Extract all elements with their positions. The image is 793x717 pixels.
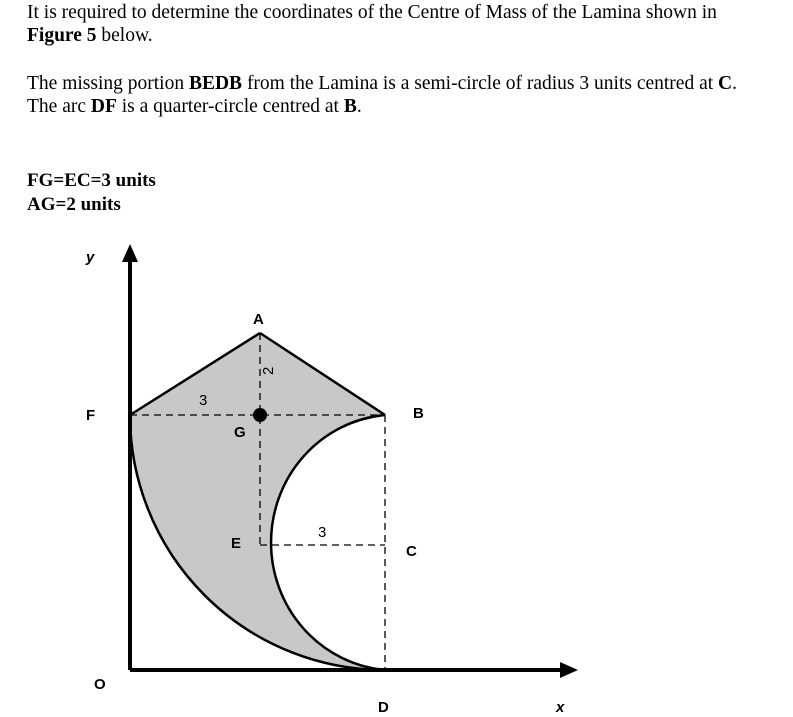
desc-text-3: . The arc <box>27 73 737 117</box>
desc-bedb: BEDB <box>188 73 243 94</box>
intro-text-1: It is required to determine the coordinates of the Centre of Mass of the Lamina shown in <box>27 2 717 23</box>
y-axis-label: y <box>86 249 95 266</box>
x-axis-label: x <box>556 699 565 716</box>
lamina-region <box>130 333 385 670</box>
point-label-b: B <box>413 405 424 422</box>
dimension-ec: 3 <box>318 524 327 541</box>
desc-b: B <box>343 96 357 117</box>
dimension-fg: 3 <box>199 392 208 409</box>
point-g-marker <box>253 408 267 422</box>
desc-text-4: is a quarter-circle centred at <box>116 96 344 117</box>
desc-df: DF <box>90 96 117 117</box>
point-label-e: E <box>231 535 242 552</box>
intro-text-2: below. <box>96 25 153 46</box>
point-label-d: D <box>378 699 389 716</box>
point-label-a: A <box>253 311 264 328</box>
point-label-f: F <box>86 407 96 424</box>
point-label-g: G <box>234 424 246 441</box>
desc-text-5: . <box>356 96 362 117</box>
point-label-c: C <box>406 543 417 560</box>
y-axis-arrowhead <box>122 244 138 262</box>
given-fg-ec: FG=EC=3 units <box>27 170 156 191</box>
figure-reference: Figure 5 <box>27 25 97 46</box>
desc-text-2: from the Lamina is a semi-circle of radius 3 units centred at <box>242 73 719 94</box>
origin-label: O <box>94 676 106 693</box>
desc-text-1: The missing portion <box>27 73 189 94</box>
dimension-ag: 2 <box>260 366 277 375</box>
desc-c: C <box>718 73 733 94</box>
given-ag: AG=2 units <box>27 194 121 215</box>
x-axis-arrowhead <box>560 662 578 678</box>
